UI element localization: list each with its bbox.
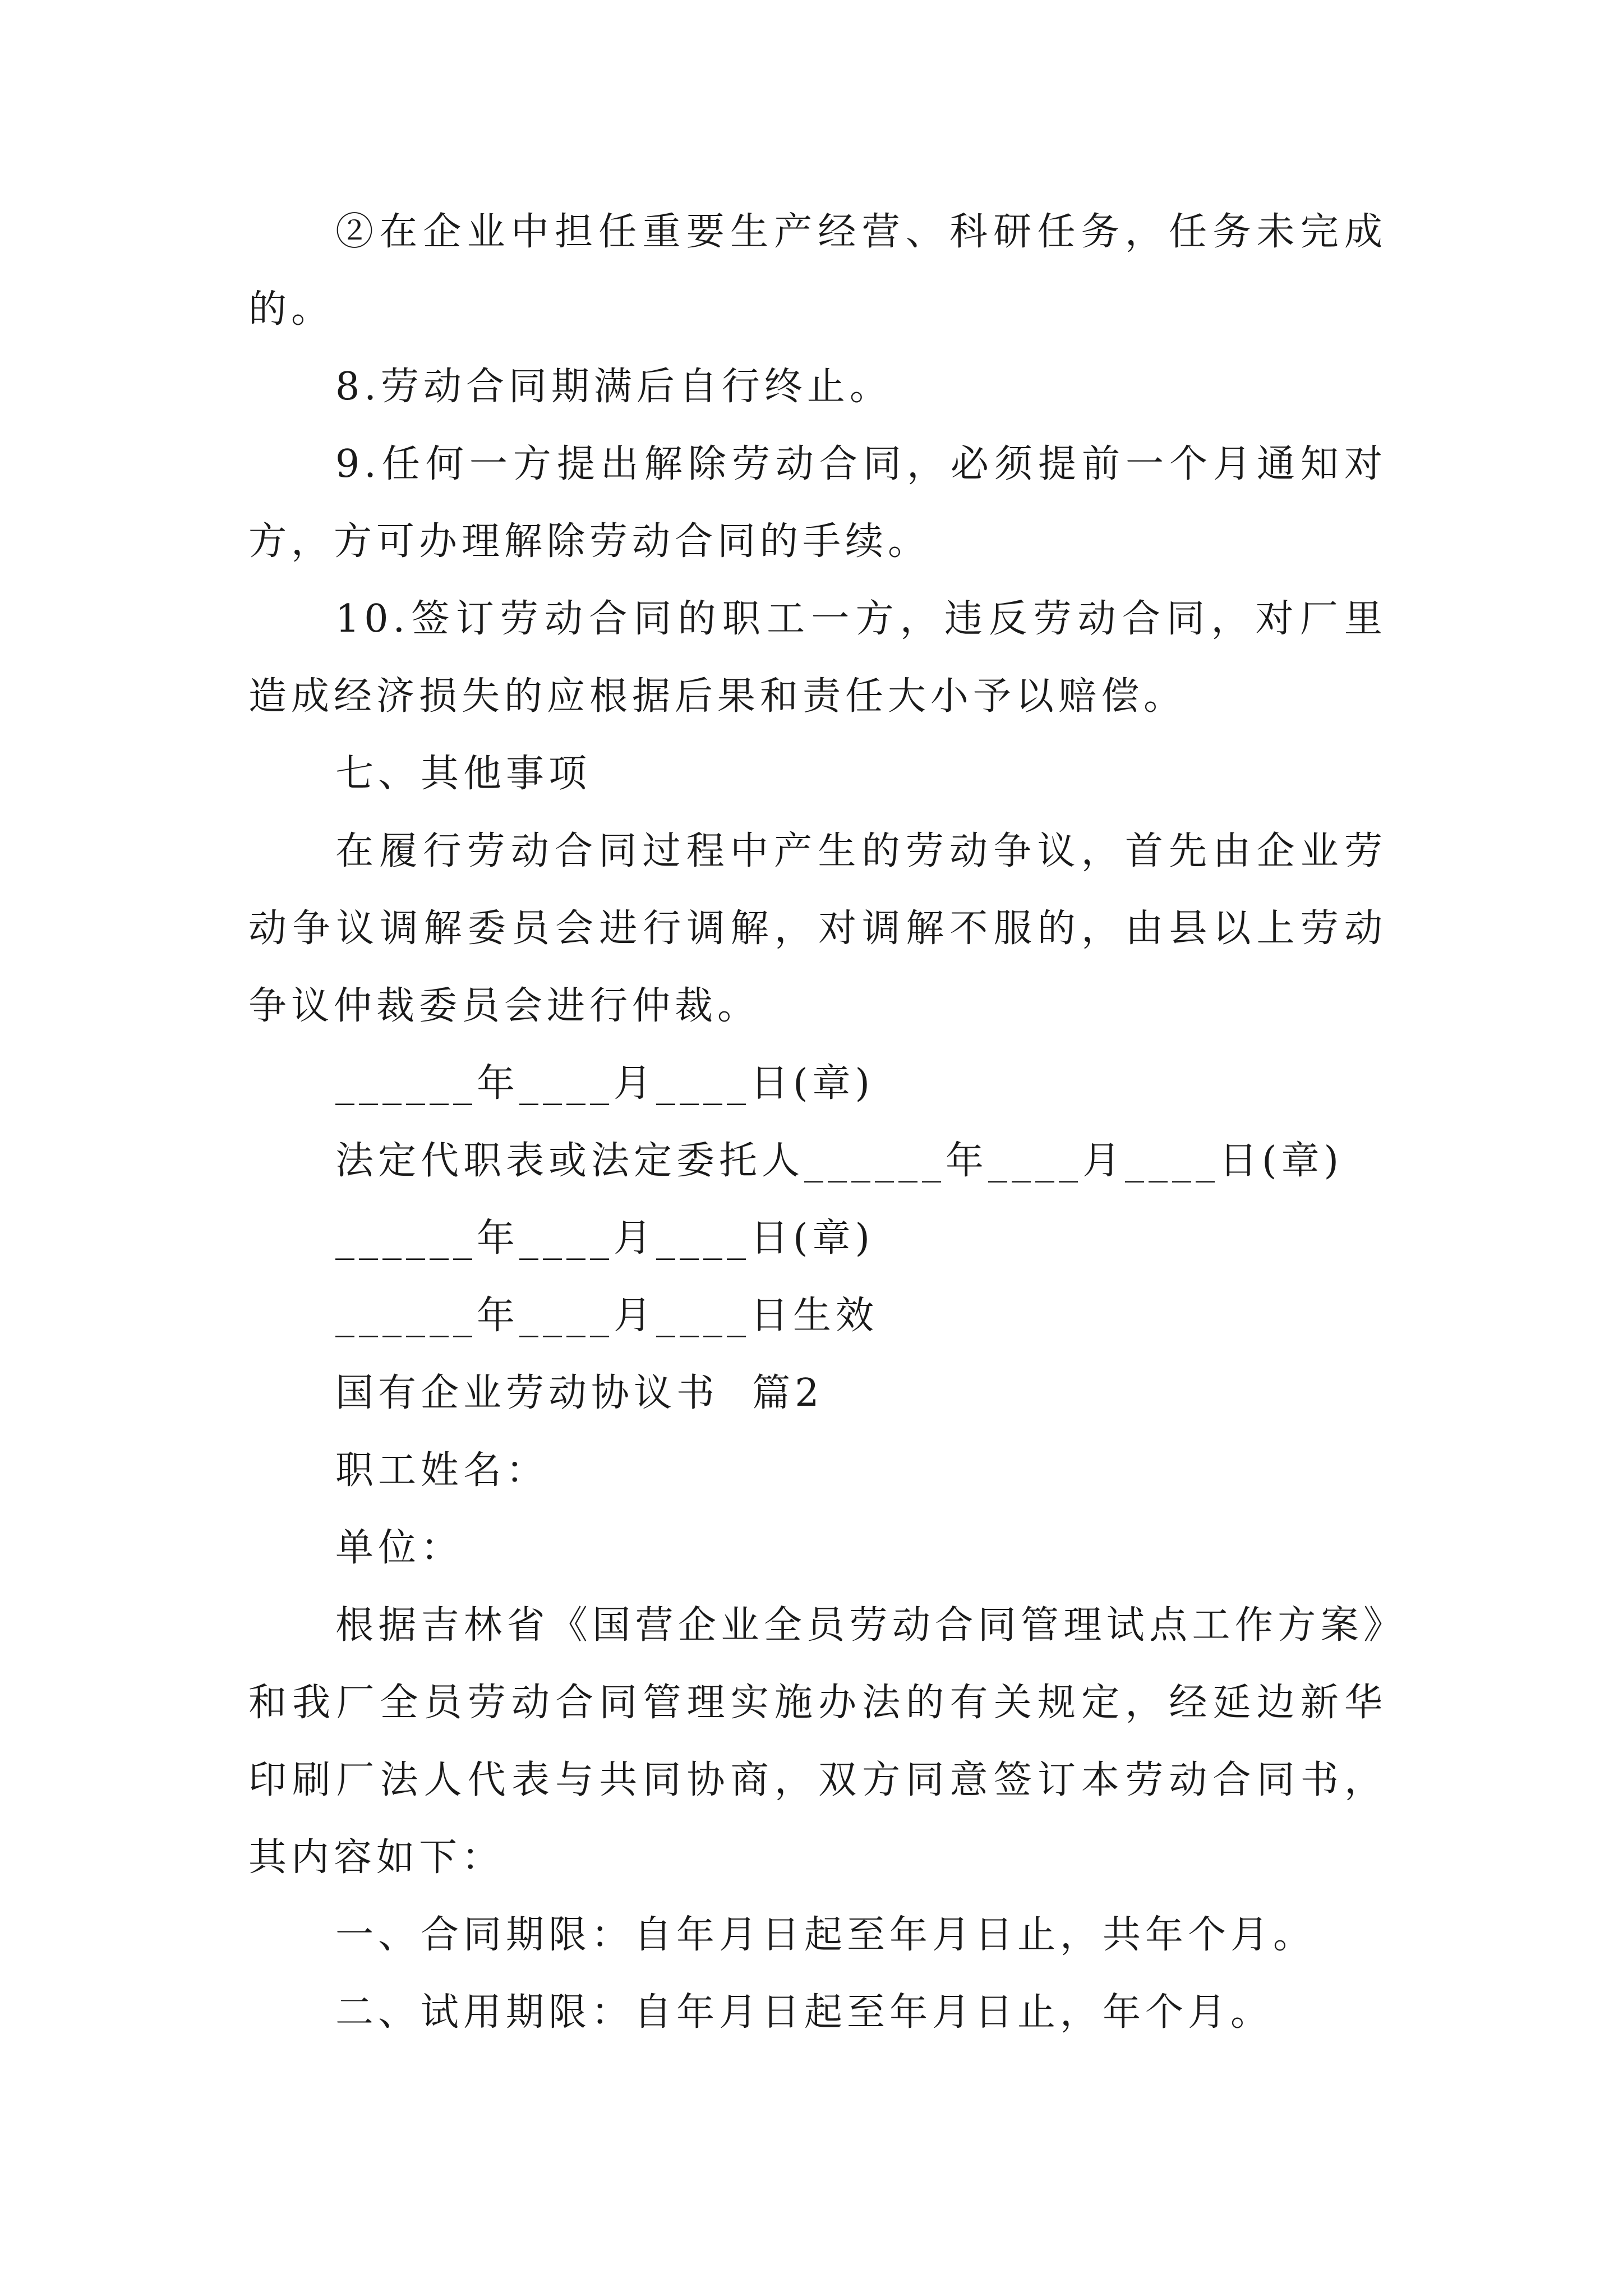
paragraph-contract-term: 一、合同期限：自年月日起至年月日止，共年个月。 bbox=[335, 1913, 1316, 1957]
paragraph-clause-9: 9.任何一方提出解除劳动合同，必须提前一个月通知对方，方可办理解除劳动合同的手续。 bbox=[248, 442, 1387, 564]
legal-representative-line: 法定代职表或法定委托人______年____月____日(章) bbox=[335, 1139, 1344, 1183]
unit-field: 单位： bbox=[335, 1526, 464, 1570]
paragraph-preamble: 根据吉林省《国营企业全员劳动合同管理试点工作方案》和我厂全员劳动合同管理实施办法的有关规定，经延边新华印刷厂法人代表与共同协商，双方同意签订本劳动合同书，其内容如下： bbox=[248, 1603, 1387, 1880]
paragraph-dispute-resolution: 在履行劳动合同过程中产生的劳动争议，首先由企业劳动争议调解委员会进行调解，对调解不服的，由县以上劳动争议仲裁委员会进行仲裁。 bbox=[248, 829, 1387, 1028]
document-body bbox=[248, 194, 1387, 2051]
paragraph-clause-8: 8.劳动合同期满后自行终止。 bbox=[335, 365, 892, 409]
paragraph-probation-term: 二、试用期限：自年月日起至年月日止，年个月。 bbox=[335, 1990, 1274, 2035]
paragraph-clause-10: 10.签订劳动合同的职工一方，违反劳动合同，对厂里造成经济损失的应根据后果和责任大小予以赔偿。 bbox=[248, 597, 1387, 719]
employee-name-field: 职工姓名： bbox=[335, 1448, 549, 1493]
signature-date-line: ______年____月____日(章) bbox=[335, 1216, 875, 1260]
section-title: 国有企业劳动协议书 篇2 bbox=[335, 1371, 824, 1415]
effective-date-line: ______年____月____日生效 bbox=[335, 1294, 879, 1338]
signature-date-line: ______年____月____日(章) bbox=[335, 1061, 875, 1106]
section-heading-other-matters: 七、其他事项 bbox=[335, 752, 592, 796]
paragraph-clause-2: ②在企业中担任重要生产经营、科研任务，任务未完成的。 bbox=[248, 210, 1387, 332]
